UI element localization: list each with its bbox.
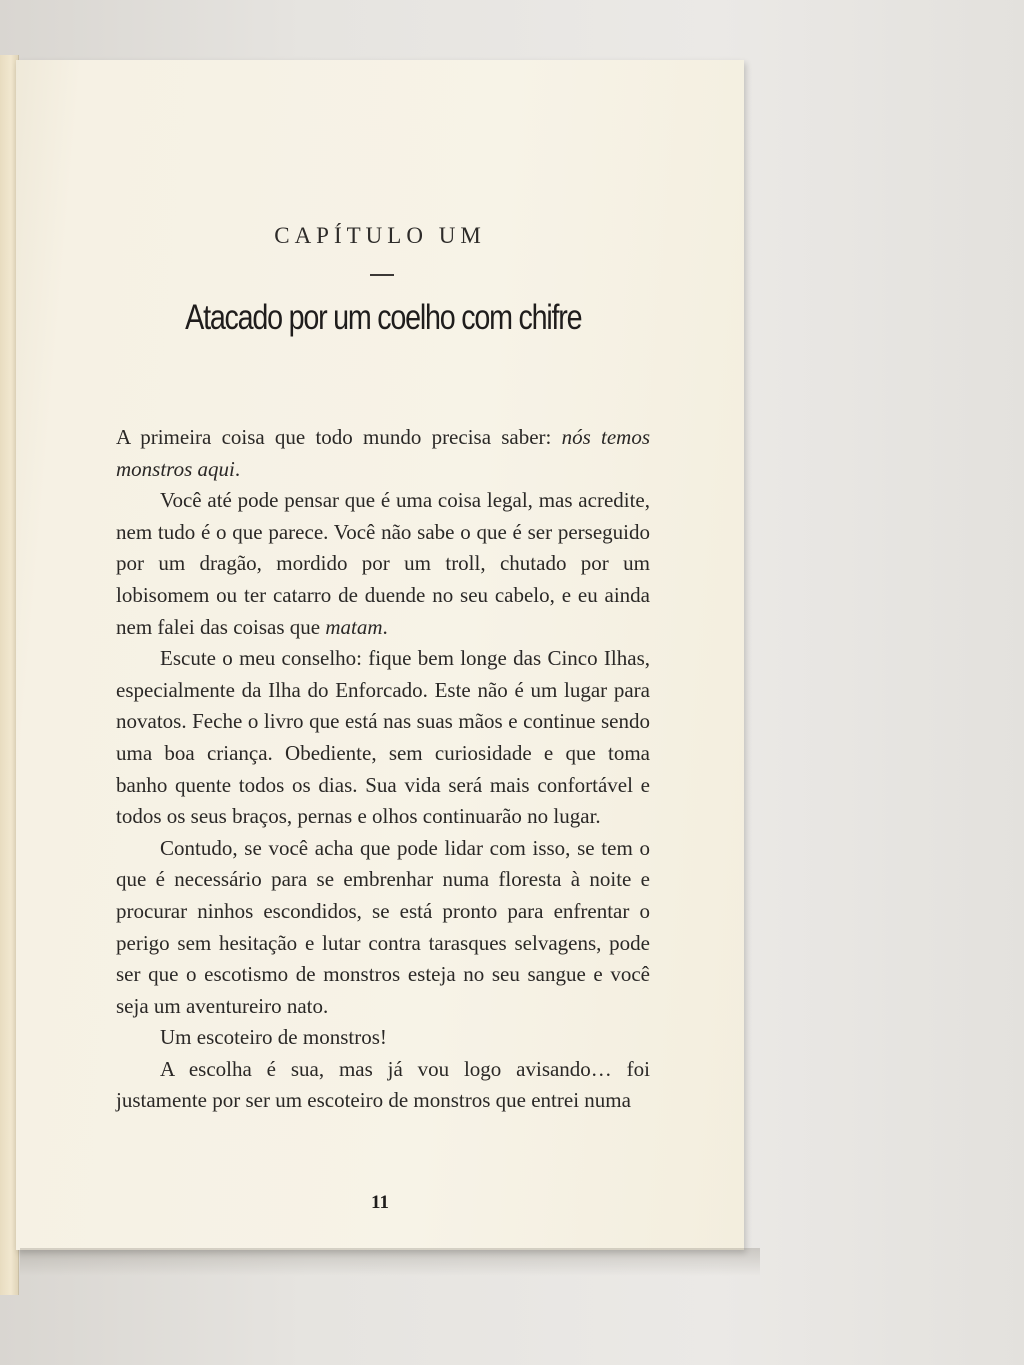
text-segment: Um escoteiro de monstros! (160, 1025, 387, 1050)
paragraph (116, 643, 650, 833)
paragraph (116, 485, 650, 643)
text-segment: Você até pode pensar que é uma coisa legal, mas acredite, nem tudo é o que parece. Você não sabe o que é ser perseguido por um dragão, mordido por um troll, chutado por um lobisomem ou ter catarro de duende no seu cabelo, e eu ainda nem falei das coisas que (116, 488, 650, 639)
text-segment: Contudo, se você acha que pode lidar com isso, se tem o que é necessário para se embrenhar numa floresta à noite e procurar ninhos escondidos, se está pronto para enfrentar o perigo sem hesitação e lutar contra tarasques selvagens, pode ser que o escotismo de monstros esteja no seu sangue e você seja um aventureiro nato. (116, 835, 650, 1018)
chapter-title: Atacado por um coelho com chifre (185, 298, 582, 337)
italic-text: nós temos monstros aqui (116, 425, 650, 481)
text-segment: . (234, 456, 241, 481)
paragraph (116, 833, 650, 1023)
text-segment: A primeira coisa que todo mundo precisa saber: (116, 425, 562, 449)
page-number: 11 (371, 1192, 389, 1213)
text-segment: Escute o meu conselho: fique bem longe das Cinco Ilhas, especialmente da Ilha do Enforcado. Este não é um lugar para novatos. Feche o livro que está nas suas mãos e continue sendo uma boa criança. Obediente, sem curiosidade e que toma banho quente todos os dias. Sua vida será mais confortável e todos os seus braços, pernas e olhos continuarão no lugar. (116, 646, 650, 829)
page-shadow (20, 1248, 760, 1276)
paragraph (116, 1054, 650, 1117)
chapter-divider (370, 274, 394, 276)
chapter-label: CAPÍTULO UM (274, 223, 486, 248)
paragraph (116, 1022, 650, 1054)
text-segment: A escolha é sua, mas já vou logo avisando… foi justamente por ser um escoteiro de monstros que entrei numa (116, 1056, 650, 1113)
italic-text: matam (325, 614, 383, 639)
body-text (116, 422, 650, 1117)
text-segment: . (382, 614, 388, 639)
paragraph (116, 422, 650, 485)
